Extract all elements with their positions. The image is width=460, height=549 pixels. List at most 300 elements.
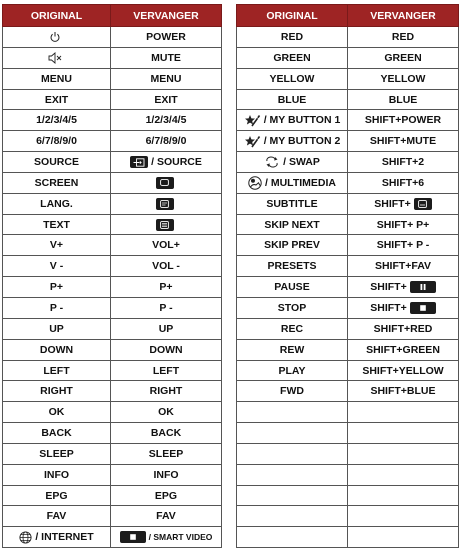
- table-row: [3, 172, 222, 193]
- original-cell: [3, 214, 111, 235]
- vervanger-cell: [111, 235, 222, 256]
- cell-content: [365, 114, 441, 126]
- cell-text: LEFT: [43, 364, 70, 377]
- cell-text: EPG: [154, 489, 178, 502]
- original-cell: [3, 277, 111, 298]
- original-cell: [237, 277, 348, 298]
- original-cell: [3, 339, 111, 360]
- table-row: [237, 193, 459, 214]
- cell-text: SCREEN: [34, 176, 79, 189]
- cell-content: [40, 385, 73, 397]
- cell-content: [382, 156, 424, 168]
- table-row: [237, 527, 459, 548]
- vervanger-cell: [348, 381, 459, 402]
- vervanger-cell: [111, 423, 222, 444]
- cell-content: [159, 302, 172, 314]
- cell-text: SHIFT+POWER: [364, 114, 442, 127]
- vervanger-cell: [111, 89, 222, 110]
- vervanger-cell: [348, 506, 459, 527]
- cell-text: MENU: [150, 72, 182, 85]
- vervanger-cell: [348, 47, 459, 68]
- vervanger-cell: [111, 214, 222, 235]
- table-row: [237, 235, 459, 256]
- vervanger-cell: [111, 172, 222, 193]
- vervanger-cell: [348, 214, 459, 235]
- cell-text: SHIFT+ P+: [376, 218, 430, 231]
- cell-content: [389, 94, 418, 106]
- table-row: [237, 131, 459, 152]
- cell-content: [281, 323, 303, 335]
- cell-content: [149, 448, 183, 460]
- cell-content: [120, 531, 213, 543]
- cell-content: [40, 344, 73, 356]
- cell-content: [50, 302, 63, 314]
- original-cell: [3, 402, 111, 423]
- cell-text: REW: [279, 343, 305, 356]
- table-row: [3, 360, 222, 381]
- vervanger-cell: [111, 297, 222, 318]
- cell-text: YELLOW: [380, 72, 426, 85]
- cell-text: V+: [49, 239, 64, 252]
- original-cell: [237, 339, 348, 360]
- cell-content: [45, 490, 67, 502]
- original-cell: [237, 152, 348, 173]
- cell-text: OK: [48, 406, 65, 419]
- cell-content: [374, 323, 433, 335]
- vervanger-cell: [111, 506, 222, 527]
- cell-content: [50, 239, 63, 251]
- cell-content: [392, 31, 414, 43]
- original-cell: [3, 423, 111, 444]
- cell-content: [382, 177, 424, 189]
- cell-content: [48, 52, 65, 64]
- vervanger-cell: [348, 110, 459, 131]
- original-cell: [3, 89, 111, 110]
- pause-key-icon: [410, 281, 436, 293]
- cell-content: [156, 510, 176, 522]
- cell-text: EPG: [45, 489, 68, 502]
- cell-content: [264, 239, 320, 251]
- table-row: [237, 381, 459, 402]
- table-row: [237, 402, 459, 423]
- cell-text: BACK: [150, 427, 182, 440]
- cell-content: [45, 94, 68, 106]
- cell-content: [43, 219, 70, 231]
- table-row: [3, 214, 222, 235]
- cell-content: [280, 344, 305, 356]
- cell-text: YELLOW: [269, 72, 315, 85]
- vervanger-cell: [111, 68, 222, 89]
- table-row: [237, 68, 459, 89]
- original-cell: [3, 506, 111, 527]
- original-cell: [237, 235, 348, 256]
- lang-key-icon: [156, 198, 174, 210]
- cell-content: [146, 114, 187, 126]
- original-cell: [3, 527, 111, 548]
- cell-text: SHIFT+BLUE: [370, 385, 436, 398]
- cell-content: [35, 177, 79, 189]
- vervanger-cell: [111, 527, 222, 548]
- cell-text: UP: [158, 322, 174, 335]
- cell-content: [43, 365, 69, 377]
- cell-text: SHIFT+YELLOW: [362, 364, 444, 377]
- original-cell: [3, 68, 111, 89]
- cell-content: [278, 94, 307, 106]
- cell-content: [151, 52, 181, 64]
- table-row: [3, 339, 222, 360]
- cell-content: [36, 135, 77, 147]
- table-header-row: [237, 5, 459, 27]
- table-row: [237, 172, 459, 193]
- cell-content: [159, 323, 174, 335]
- table-row: [237, 214, 459, 235]
- stop-key-icon: [120, 531, 146, 543]
- cell-text: DOWN: [149, 343, 183, 356]
- original-cell: [3, 131, 111, 152]
- original-cell: [3, 47, 111, 68]
- cell-text: / INTERNET: [35, 531, 94, 544]
- cell-text: SLEEP: [148, 447, 184, 460]
- globe-icon: [19, 531, 32, 544]
- vervanger-cell: [348, 193, 459, 214]
- cell-text: FAV: [46, 510, 67, 523]
- table-row: [3, 27, 222, 48]
- vervanger-cell: [111, 193, 222, 214]
- cell-text: INFO: [153, 468, 179, 481]
- vervanger-cell: [348, 235, 459, 256]
- table-row: [3, 527, 222, 548]
- original-cell: [237, 193, 348, 214]
- table-row: [3, 131, 222, 152]
- cell-text: 6/7/8/9/0: [36, 135, 77, 148]
- cell-content: [156, 177, 177, 189]
- table-row: [237, 27, 459, 48]
- cell-text: SHIFT+: [370, 302, 407, 314]
- cell-text: SHIFT+MUTE: [369, 135, 437, 148]
- table-row: [3, 506, 222, 527]
- table-row: [237, 297, 459, 318]
- cell-text: RED: [280, 31, 304, 44]
- original-cell: [3, 360, 111, 381]
- cell-text: BLUE: [388, 93, 418, 106]
- cell-content: [49, 406, 65, 418]
- cell-text: P -: [159, 302, 173, 314]
- table-row: [3, 277, 222, 298]
- cell-text: SLEEP: [39, 447, 74, 460]
- original-cell: [3, 193, 111, 214]
- mute-icon: [48, 52, 62, 64]
- original-cell: [3, 318, 111, 339]
- cell-text: BACK: [41, 427, 72, 440]
- vervanger-cell: [348, 402, 459, 423]
- cell-text: FWD: [280, 385, 304, 398]
- cell-text: SHIFT+2: [381, 156, 425, 169]
- vervanger-cell: [111, 443, 222, 464]
- table-row: [3, 47, 222, 68]
- cell-content: [264, 156, 320, 168]
- screen-key-icon: [156, 177, 174, 189]
- power-icon: [49, 31, 61, 43]
- cell-content: [281, 31, 303, 43]
- left-mapping-table: [2, 4, 222, 548]
- table-row: [237, 152, 459, 173]
- cell-text: RED: [391, 31, 415, 44]
- header-vervanger: VERVANGER: [348, 5, 459, 27]
- original-cell: [3, 27, 111, 48]
- vervanger-cell: [348, 152, 459, 173]
- cell-text: / SOURCE: [151, 156, 202, 169]
- vervanger-cell: [348, 256, 459, 277]
- vervanger-cell: [348, 423, 459, 444]
- cell-text: FAV: [156, 510, 176, 523]
- cell-content: [278, 302, 306, 314]
- vervanger-cell: [111, 402, 222, 423]
- cell-text: LEFT: [152, 364, 180, 377]
- original-cell: [237, 464, 348, 485]
- original-cell: [237, 485, 348, 506]
- cell-content: [152, 239, 180, 251]
- vervanger-cell: [111, 485, 222, 506]
- cell-text: SHIFT+ P -: [376, 239, 430, 252]
- cell-content: [40, 198, 73, 210]
- original-cell: [237, 443, 348, 464]
- original-cell: [237, 527, 348, 548]
- original-cell: [3, 297, 111, 318]
- cell-text: 1/2/3/4/5: [145, 114, 187, 127]
- table-row: [237, 485, 459, 506]
- original-cell: [3, 172, 111, 193]
- cell-content: [266, 198, 317, 210]
- table-row: [3, 89, 222, 110]
- cell-text: INFO: [43, 468, 70, 481]
- cell-content: [146, 31, 186, 43]
- cell-text: RIGHT: [40, 385, 73, 398]
- cell-content: [146, 135, 187, 147]
- vervanger-cell: [111, 47, 222, 68]
- original-cell: [3, 464, 111, 485]
- cell-text: RIGHT: [149, 385, 183, 398]
- cell-content: [50, 260, 63, 272]
- table-row: [3, 464, 222, 485]
- cell-content: [152, 260, 180, 272]
- cell-text: GREEN: [273, 51, 311, 64]
- original-cell: [237, 172, 348, 193]
- vervanger-cell: [348, 485, 459, 506]
- cell-content: [244, 135, 341, 148]
- cell-content: [375, 260, 431, 272]
- vervanger-cell: [348, 339, 459, 360]
- cell-content: [370, 385, 435, 397]
- original-cell: [3, 256, 111, 277]
- vervanger-cell: [111, 110, 222, 131]
- cell-text: TEXT: [43, 218, 70, 231]
- vervanger-cell: [111, 360, 222, 381]
- cell-content: [47, 510, 67, 522]
- source-key-icon: [130, 156, 148, 168]
- multimedia-icon: [248, 176, 262, 190]
- star-edit-icon: [244, 114, 261, 127]
- cell-text: EXIT: [154, 93, 178, 106]
- table-row: [237, 89, 459, 110]
- original-cell: [237, 131, 348, 152]
- cell-text: GREEN: [384, 51, 422, 64]
- cell-text: / SMART VIDEO: [148, 532, 213, 543]
- table-row: [3, 68, 222, 89]
- original-cell: [237, 506, 348, 527]
- original-cell: [3, 235, 111, 256]
- cell-content: [384, 52, 421, 64]
- cell-content: [244, 114, 341, 127]
- vervanger-cell: [111, 277, 222, 298]
- cell-text: SHIFT+6: [381, 176, 425, 189]
- table-row: [3, 152, 222, 173]
- cell-content: [158, 406, 174, 418]
- cell-content: [150, 385, 183, 397]
- table-row: [3, 485, 222, 506]
- cell-text: PRESETS: [267, 260, 317, 273]
- vervanger-cell: [111, 256, 222, 277]
- original-cell: [237, 423, 348, 444]
- cell-text: PAUSE: [274, 281, 310, 294]
- table-row: [3, 402, 222, 423]
- cell-text: STOP: [277, 302, 307, 314]
- vervanger-cell: [348, 89, 459, 110]
- table-row: [237, 464, 459, 485]
- cell-content: [149, 344, 182, 356]
- table-row: [3, 318, 222, 339]
- cell-text: VOL+: [152, 239, 180, 252]
- original-cell: [237, 89, 348, 110]
- cell-content: [159, 281, 172, 293]
- cell-text: PLAY: [278, 364, 306, 377]
- cell-text: P+: [159, 281, 173, 294]
- header-original: ORIGINAL: [237, 5, 348, 27]
- table-row: [237, 318, 459, 339]
- cell-content: [377, 239, 430, 251]
- original-cell: [3, 152, 111, 173]
- vervanger-cell: [348, 360, 459, 381]
- table-row: [237, 506, 459, 527]
- right-mapping-table: [236, 4, 459, 548]
- cell-text: MENU: [41, 72, 72, 85]
- vervanger-cell: [111, 27, 222, 48]
- original-cell: [237, 402, 348, 423]
- cell-text: / SWAP: [283, 156, 320, 169]
- cell-content: [36, 114, 77, 126]
- cell-content: [156, 198, 177, 210]
- header-original: ORIGINAL: [3, 5, 111, 27]
- swap-icon: [264, 156, 280, 168]
- cell-content: [370, 135, 436, 147]
- cell-text: POWER: [146, 31, 186, 44]
- original-cell: [3, 443, 111, 464]
- table-row: [3, 193, 222, 214]
- original-cell: [237, 27, 348, 48]
- cell-content: [50, 281, 63, 293]
- cell-content: [151, 427, 181, 439]
- table-row: [3, 256, 222, 277]
- cell-text: UP: [49, 322, 64, 335]
- cell-content: [34, 156, 79, 168]
- table-row: [237, 443, 459, 464]
- cell-content: [370, 302, 435, 314]
- cell-content: [280, 385, 304, 397]
- cell-text: / MY BUTTON 1: [263, 114, 341, 127]
- cell-text: P -: [49, 302, 64, 314]
- cell-content: [153, 365, 179, 377]
- table-row: [237, 256, 459, 277]
- cell-content: [267, 260, 316, 272]
- vervanger-cell: [348, 131, 459, 152]
- cell-content: [41, 427, 71, 439]
- cell-text: REC: [280, 322, 304, 335]
- cell-content: [39, 448, 73, 460]
- table-row: [237, 423, 459, 444]
- original-cell: [237, 110, 348, 131]
- cell-text: / MY BUTTON 2: [263, 135, 341, 148]
- table-row: [3, 381, 222, 402]
- original-cell: [237, 297, 348, 318]
- cell-content: [19, 531, 93, 544]
- cell-content: [374, 198, 431, 210]
- vervanger-cell: [111, 318, 222, 339]
- vervanger-cell: [348, 464, 459, 485]
- table-row: [3, 443, 222, 464]
- cell-content: [270, 73, 315, 85]
- vervanger-cell: [348, 277, 459, 298]
- original-cell: [237, 47, 348, 68]
- table-row: [237, 360, 459, 381]
- vervanger-cell: [348, 27, 459, 48]
- cell-content: [278, 365, 305, 377]
- cell-content: [370, 281, 435, 293]
- cell-content: [274, 281, 309, 293]
- cell-content: [49, 31, 64, 43]
- cell-content: [264, 219, 319, 231]
- stop-key-icon: [410, 302, 436, 314]
- cell-text: LANG.: [40, 197, 73, 210]
- original-cell: [237, 256, 348, 277]
- table-row: [237, 110, 459, 131]
- cell-text: SKIP PREV: [264, 239, 320, 252]
- cell-content: [248, 176, 336, 190]
- cell-text: 1/2/3/4/5: [36, 114, 77, 127]
- table-row: [3, 235, 222, 256]
- cell-text: SHIFT+FAV: [374, 260, 432, 273]
- cell-content: [273, 52, 310, 64]
- cell-content: [366, 344, 440, 356]
- text-key-icon: [156, 219, 174, 231]
- cell-content: [153, 469, 178, 481]
- original-cell: [3, 381, 111, 402]
- cell-text: / MULTIMEDIA: [265, 176, 336, 189]
- cell-text: MUTE: [151, 51, 181, 64]
- cell-content: [381, 73, 426, 85]
- original-cell: [237, 318, 348, 339]
- original-cell: [237, 68, 348, 89]
- cell-content: [151, 73, 182, 85]
- cell-text: SHIFT+GREEN: [366, 343, 440, 356]
- cell-text: VOL -: [152, 260, 180, 273]
- cell-text: 6/7/8/9/0: [145, 135, 187, 148]
- cell-text: OK: [158, 406, 174, 419]
- cell-text: EXIT: [44, 93, 69, 106]
- vervanger-cell: [348, 443, 459, 464]
- cell-content: [377, 219, 430, 231]
- cell-content: [155, 490, 177, 502]
- cell-text: DOWN: [39, 343, 74, 356]
- cell-text: P+: [49, 281, 64, 294]
